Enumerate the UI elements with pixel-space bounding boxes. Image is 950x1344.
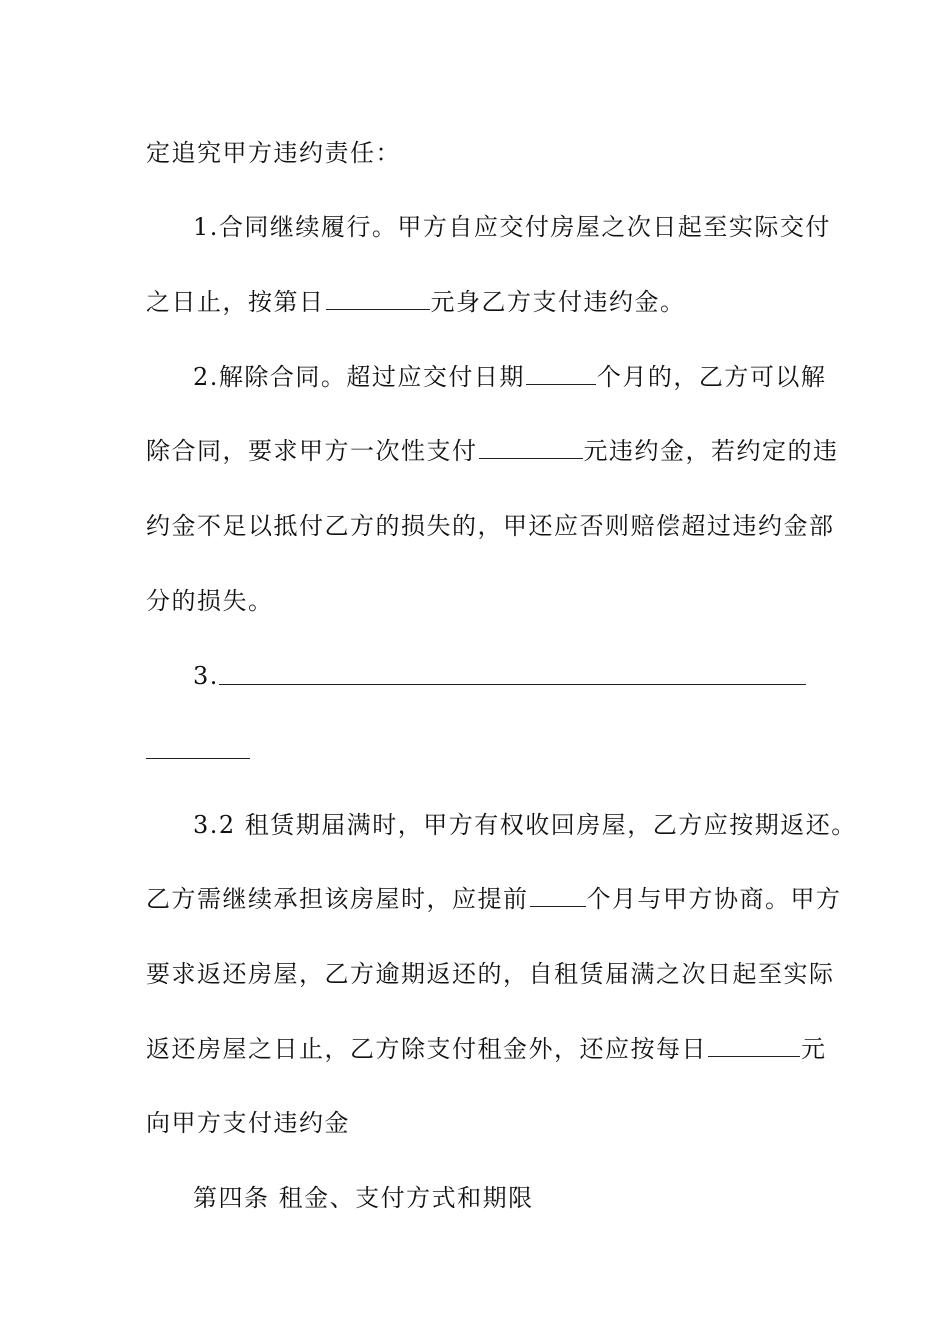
fill-in-blank — [530, 886, 586, 907]
line-text: 元违约金，若约定的违 — [583, 437, 839, 465]
line-text: 2.解除合同。超过应交付日期 — [193, 363, 525, 391]
paragraph-line — [146, 586, 274, 616]
paragraph-line — [146, 511, 835, 541]
line-text: 元身乙方支付违约金。 — [430, 288, 686, 316]
line-text: 要求返还房屋，乙方逾期返还的，自租赁届满之次日起至实际 — [146, 960, 835, 988]
line-text: 定追究甲方违约责任： — [146, 139, 401, 167]
paragraph-line — [193, 810, 857, 840]
paragraph-line — [193, 362, 826, 392]
line-text: 向甲方支付违约金 — [146, 1109, 350, 1137]
paragraph-line — [146, 884, 842, 914]
line-text: 3.2 租赁期届满时，甲方有权收回房屋，乙方应按期返还。 — [193, 811, 857, 839]
line-text: 乙方需继续承担该房屋时，应提前 — [146, 885, 529, 913]
line-text: 1.合同继续履行。甲方自应交付房屋之次日起至实际交付 — [193, 213, 831, 241]
fill-in-blank — [479, 438, 583, 459]
line-text: 元 — [801, 1035, 827, 1063]
line-text: 除合同，要求甲方一次性支付 — [146, 437, 478, 465]
line-text: 个月的，乙方可以解 — [596, 363, 827, 391]
line-text: 3. — [193, 662, 219, 690]
paragraph-line — [146, 138, 401, 168]
fill-in-blank — [708, 1036, 800, 1057]
line-text: 返还房屋之日止，乙方除支付租金外，还应按每日 — [146, 1035, 707, 1063]
section-heading — [193, 1183, 534, 1213]
paragraph-line — [146, 436, 839, 466]
fill-in-blank — [219, 684, 806, 685]
paragraph-line — [146, 287, 686, 317]
line-text: 个月与甲方协商。甲方 — [586, 885, 842, 913]
line-text: 第四条 租金、支付方式和期限 — [193, 1184, 534, 1212]
paragraph-line — [146, 1108, 350, 1138]
paragraph-line — [193, 212, 831, 242]
line-text: 之日止，按第日 — [146, 288, 325, 316]
line-text: 分的损失。 — [146, 587, 274, 615]
fill-in-blank — [326, 289, 430, 310]
paragraph-line — [146, 959, 835, 989]
line-text: 约金不足以抵付乙方的损失的，甲还应否则赔偿超过违约金部 — [146, 512, 835, 540]
paragraph-line — [193, 661, 219, 691]
fill-in-blank — [526, 364, 596, 385]
fill-in-blank — [146, 758, 250, 759]
paragraph-line — [146, 1034, 827, 1064]
